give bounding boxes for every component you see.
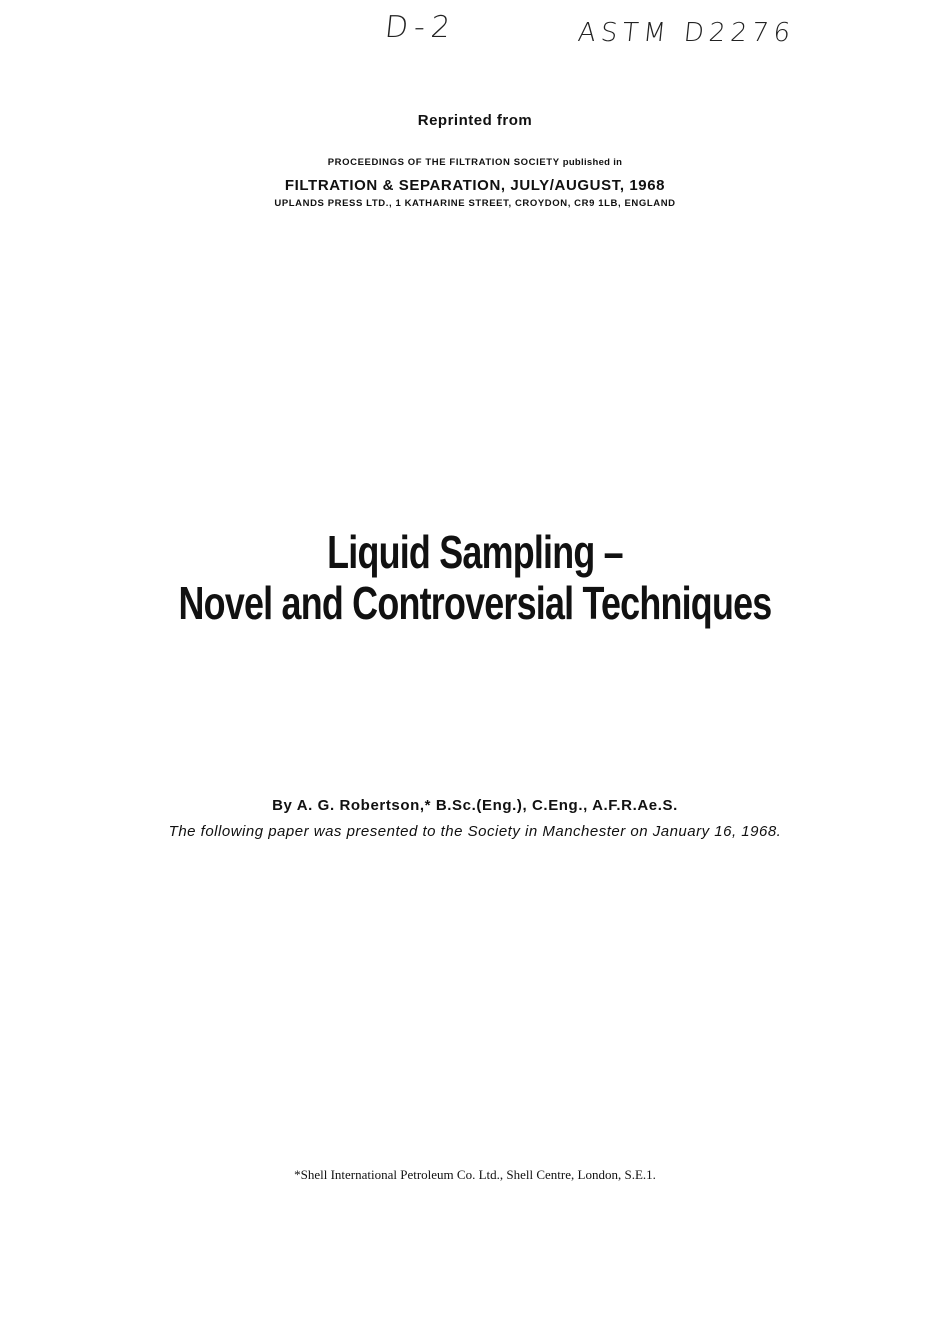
reprinted-from-label: Reprinted from (417, 112, 533, 129)
handwritten-annotation-left: D-2 (383, 10, 458, 45)
publisher-address: UPLANDS PRESS LTD., 1 KATHARINE STREET, CROYDON, CR9 1LB, ENGLAND (274, 198, 676, 209)
handwritten-annotation-right: ASTM D2276 (576, 18, 797, 48)
journal-citation: FILTRATION & SEPARATION, JULY/AUGUST, 1968 (284, 177, 666, 194)
author-byline: By A. G. Robertson,* B.Sc.(Eng.), C.Eng., A.F.R.Ae.S. (272, 797, 678, 814)
proceedings-text: PROCEEDINGS OF THE FILTRATION SOCIETY (327, 157, 560, 168)
published-in-text: published in (562, 157, 623, 168)
paper-title-line-2: Novel and Controversial Techniques (178, 577, 772, 629)
proceedings-line (0, 157, 950, 168)
paper-title-line-1: Liquid Sampling – (327, 526, 623, 578)
affiliation-footnote: *Shell International Petroleum Co. Ltd., Shell Centre, London, S.E.1. (294, 1167, 656, 1182)
presentation-note: The following paper was presented to the Society in Manchester on January 16, 1968. (168, 823, 782, 840)
